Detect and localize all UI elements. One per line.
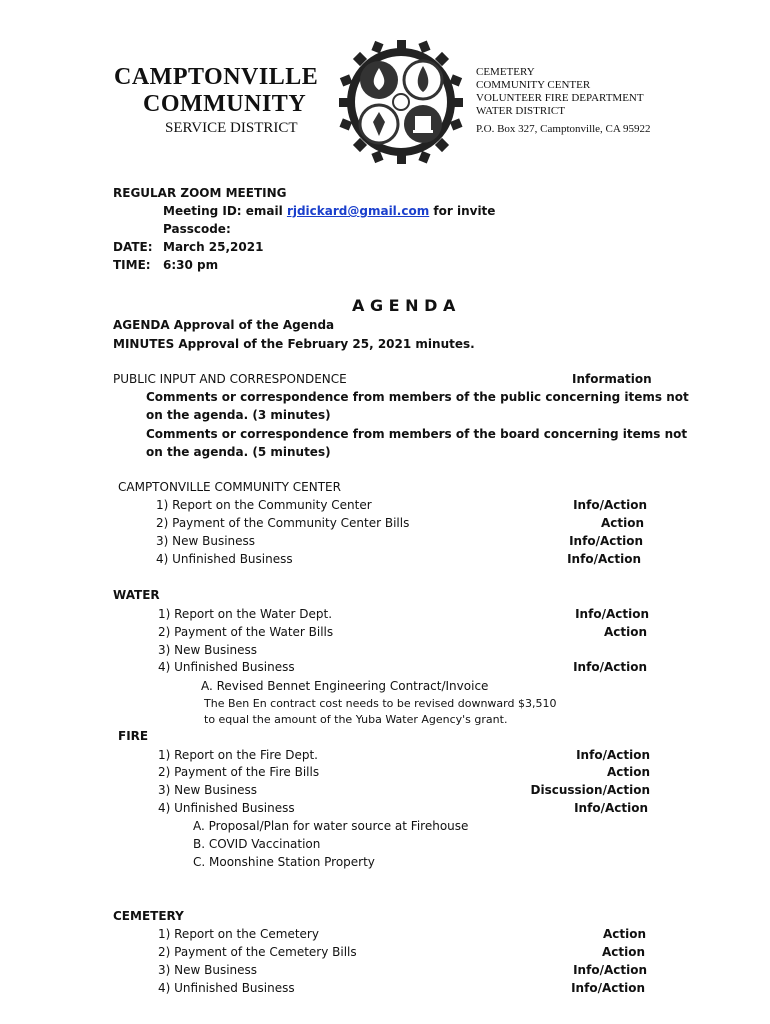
water-sub-a: A. Revised Bennet Engineering Contract/Invoice — [201, 679, 489, 693]
water-item-1: 1) Report on the Water Dept. — [158, 607, 333, 621]
service-cemetery: CEMETERY — [476, 66, 535, 78]
water-heading: WATER — [113, 588, 160, 602]
public-input-line3: Comments or correspondence from members of the board concerning items not — [146, 427, 688, 441]
passcode-label: Passcode: — [163, 222, 231, 236]
fire-item-3: 3) New Business — [158, 783, 258, 797]
agenda-title: A G E N D A — [352, 296, 456, 315]
agenda-approval: AGENDA Approval of the Agenda — [113, 318, 335, 332]
fire-sub-a: A. Proposal/Plan for water source at Firehouse — [193, 819, 469, 833]
water-note-1: The Ben En contract cost needs to be revised downward $3,510 — [204, 697, 557, 710]
district-address: P.O. Box 327, Camptonville, CA 95922 — [476, 123, 651, 135]
meeting-id-prefix: Meeting ID: email — [163, 204, 283, 218]
service-community-center: COMMUNITY CENTER — [476, 79, 591, 91]
cemetery-heading: CEMETERY — [113, 909, 184, 923]
public-input-line1: Comments or correspondence from members of the public concerning items not — [146, 390, 689, 404]
fire-item-2-status: Action — [606, 765, 650, 779]
fire-sub-c: C. Moonshine Station Property — [193, 855, 375, 869]
public-input-status: Information — [572, 372, 652, 386]
cc-item-1-status: Info/Action — [573, 498, 647, 512]
fire-item-3-status: Discussion/Action — [530, 783, 650, 797]
service-fire-department: VOLUNTEER FIRE DEPARTMENT — [476, 92, 644, 104]
fire-item-1-status: Info/Action — [576, 748, 650, 762]
org-name-line2: COMMUNITY — [143, 91, 307, 117]
water-item-2: 2) Payment of the Water Bills — [158, 625, 334, 639]
service-water-district: WATER DISTRICT — [476, 105, 565, 117]
water-item-4: 4) Unfinished Business — [158, 660, 295, 674]
time-value: 6:30 pm — [163, 258, 219, 272]
district-logo — [333, 36, 469, 168]
meeting-type: REGULAR ZOOM MEETING — [113, 186, 287, 200]
fire-sub-b: B. COVID Vaccination — [193, 837, 321, 851]
cemetery-item-3-status: Info/Action — [573, 963, 647, 977]
public-input-heading: PUBLIC INPUT AND CORRESPONDENCE — [113, 372, 347, 386]
cemetery-item-2: 2) Payment of the Cemetery Bills — [158, 945, 357, 959]
time-label: TIME: — [113, 258, 151, 272]
minutes-approval: MINUTES Approval of the February 25, 2021 minutes. — [113, 337, 475, 351]
water-item-3: 3) New Business — [158, 643, 258, 657]
date-label: DATE: — [113, 240, 153, 254]
cemetery-item-1-status: Action — [602, 927, 646, 941]
water-item-4-status: Info/Action — [573, 660, 647, 674]
public-input-line4: on the agenda. (5 minutes) — [146, 445, 331, 459]
water-item-2-status: Action — [603, 625, 647, 639]
date-value: March 25,2021 — [163, 240, 264, 254]
cc-item-4: 4) Unfinished Business — [156, 552, 293, 566]
cc-item-2-status: Action — [600, 516, 644, 530]
cc-item-4-status: Info/Action — [567, 552, 641, 566]
cemetery-item-4-status: Info/Action — [571, 981, 645, 995]
org-name-line3: SERVICE DISTRICT — [165, 120, 298, 136]
fire-item-2: 2) Payment of the Fire Bills — [158, 765, 320, 779]
email-link[interactable]: rjdickard@gmail.com — [286, 204, 430, 218]
fire-item-4: 4) Unfinished Business — [158, 801, 295, 815]
cc-item-1: 1) Report on the Community Center — [156, 498, 372, 512]
community-center-heading: CAMPTONVILLE COMMUNITY CENTER — [118, 480, 341, 494]
cemetery-item-4: 4) Unfinished Business — [158, 981, 295, 995]
cemetery-item-3: 3) New Business — [158, 963, 258, 977]
fire-item-1: 1) Report on the Fire Dept. — [158, 748, 318, 762]
cc-item-2: 2) Payment of the Community Center Bills — [156, 516, 410, 530]
meeting-id-suffix: for invite — [433, 204, 496, 218]
cc-item-3: 3) New Business — [156, 534, 256, 548]
cc-item-3-status: Info/Action — [569, 534, 643, 548]
water-note-2: to equal the amount of the Yuba Water Agency's grant. — [204, 713, 508, 726]
meeting-id-line — [163, 204, 495, 218]
fire-heading: FIRE — [118, 729, 149, 743]
public-input-line2: on the agenda. (3 minutes) — [146, 408, 331, 422]
fire-item-4-status: Info/Action — [574, 801, 648, 815]
org-name-line1: CAMPTONVILLE — [114, 64, 319, 90]
water-item-1-status: Info/Action — [575, 607, 649, 621]
cemetery-item-1: 1) Report on the Cemetery — [158, 927, 319, 941]
cemetery-item-2-status: Action — [601, 945, 645, 959]
